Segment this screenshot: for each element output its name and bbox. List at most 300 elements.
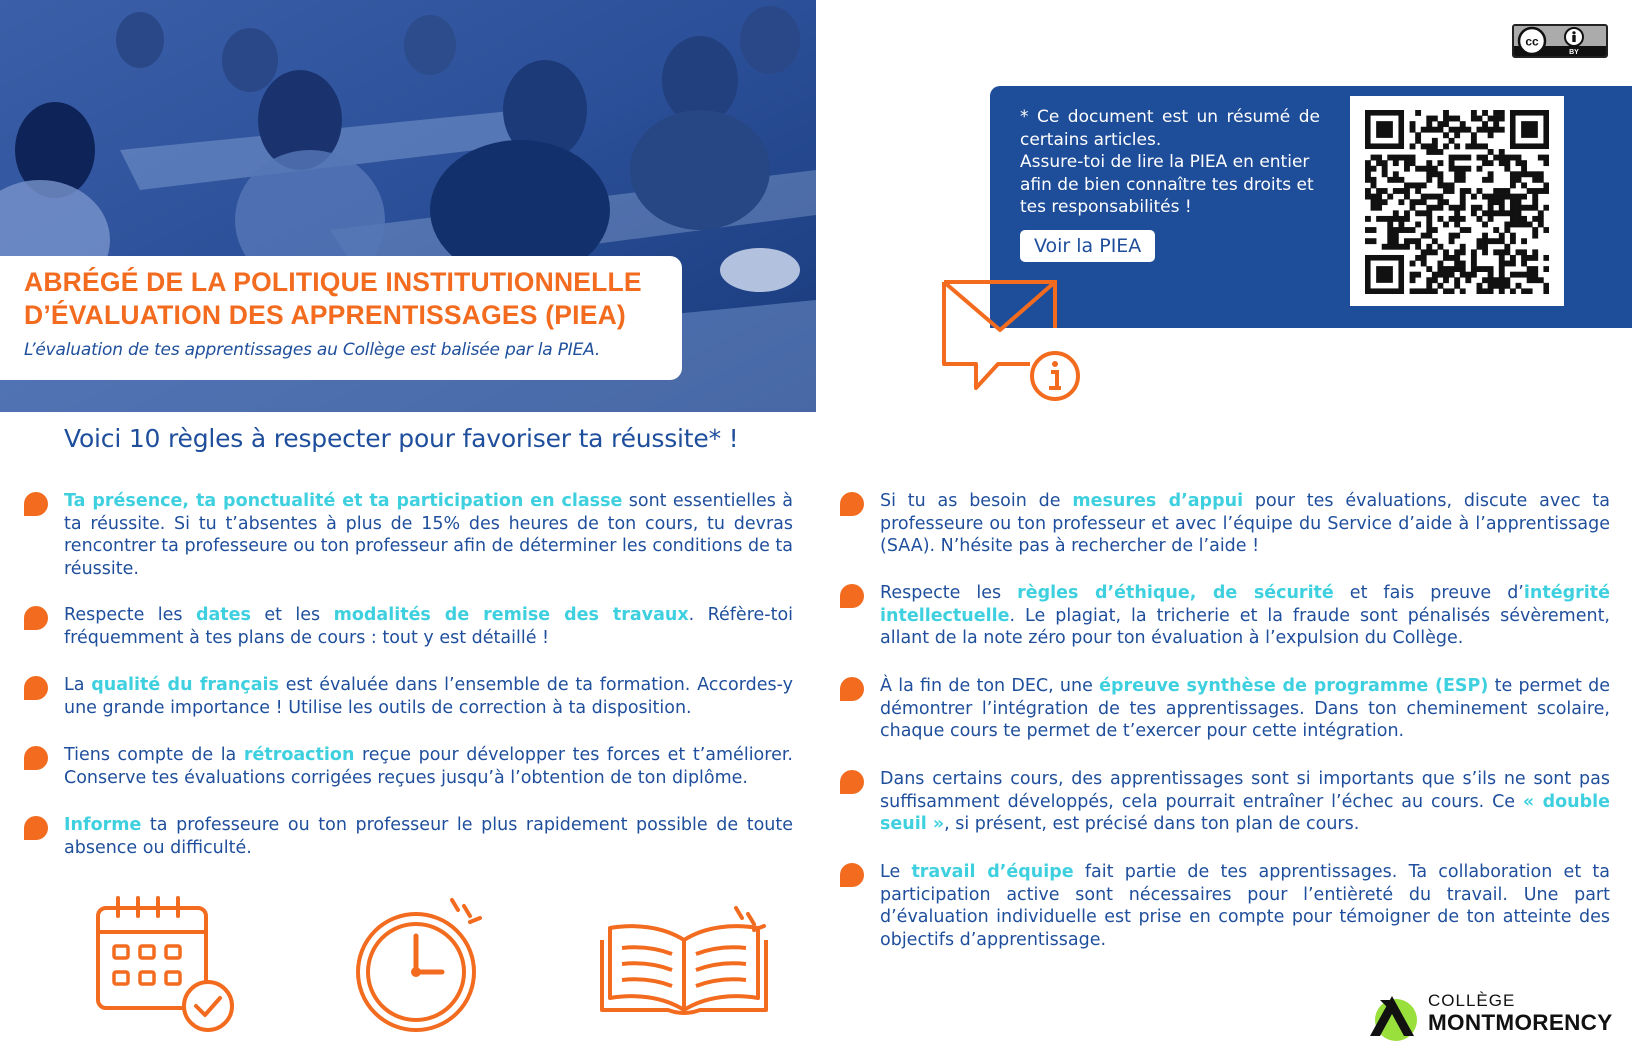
qr-module bbox=[1543, 155, 1549, 161]
qr-module bbox=[1504, 277, 1510, 283]
qr-module bbox=[1477, 188, 1483, 194]
qr-module bbox=[1393, 233, 1399, 239]
qr-module bbox=[1499, 288, 1505, 294]
qr-module bbox=[1532, 249, 1538, 255]
qr-module bbox=[1393, 160, 1399, 166]
qr-module bbox=[1437, 205, 1443, 211]
qr-module bbox=[1477, 143, 1483, 149]
qr-module bbox=[1365, 238, 1371, 244]
qr-module bbox=[1493, 127, 1499, 133]
qr-module bbox=[1521, 166, 1527, 172]
qr-module bbox=[1410, 121, 1416, 127]
qr-module bbox=[1449, 205, 1455, 211]
info-line-2: Assure-toi de lire la PIEA en entier afin de bien connaître tes droits et tes responsabilités ! bbox=[1020, 152, 1314, 217]
qr-module bbox=[1488, 116, 1494, 122]
qr-module bbox=[1510, 194, 1516, 200]
qr-module bbox=[1426, 160, 1432, 166]
qr-module bbox=[1454, 277, 1460, 283]
qr-module bbox=[1460, 244, 1466, 250]
qr-module bbox=[1521, 194, 1527, 200]
qr-module bbox=[1499, 160, 1505, 166]
rule-8 bbox=[880, 675, 1610, 743]
rule-3 bbox=[64, 674, 793, 719]
qr-module bbox=[1415, 244, 1421, 250]
qr-module bbox=[1465, 272, 1471, 278]
qr-module bbox=[1404, 166, 1410, 172]
qr-module bbox=[1421, 143, 1427, 149]
qr-module bbox=[1387, 244, 1393, 250]
rule-text: À la fin de ton DEC, une bbox=[880, 676, 1100, 696]
qr-module bbox=[1426, 149, 1432, 155]
qr-module bbox=[1432, 194, 1438, 200]
qr-module bbox=[1426, 166, 1432, 172]
qr-module bbox=[1382, 216, 1388, 222]
qr-module bbox=[1449, 160, 1455, 166]
qr-module bbox=[1460, 216, 1466, 222]
qr-module bbox=[1521, 182, 1527, 188]
page-title-line-2: D’ÉVALUATION DES APPRENTISSAGES (PIEA) bbox=[24, 300, 626, 330]
qr-module bbox=[1510, 261, 1516, 267]
qr-module bbox=[1432, 149, 1438, 155]
qr-module bbox=[1482, 222, 1488, 228]
qr-module bbox=[1471, 266, 1477, 272]
qr-module bbox=[1426, 233, 1432, 239]
qr-module bbox=[1387, 194, 1393, 200]
qr-module bbox=[1426, 222, 1432, 228]
qr-module bbox=[1371, 182, 1377, 188]
qr-module bbox=[1404, 160, 1410, 166]
qr-module bbox=[1532, 199, 1538, 205]
qr-module bbox=[1393, 210, 1399, 216]
qr-module bbox=[1443, 116, 1449, 122]
qr-module bbox=[1532, 194, 1538, 200]
qr-module bbox=[1499, 194, 1505, 200]
qr-module bbox=[1398, 227, 1404, 233]
qr-module bbox=[1493, 194, 1499, 200]
bullet-icon bbox=[840, 863, 864, 887]
cc-by-label: BY bbox=[1569, 49, 1579, 56]
qr-module bbox=[1499, 233, 1505, 239]
rule-text: Respecte les bbox=[64, 605, 196, 625]
qr-module bbox=[1499, 283, 1505, 289]
qr-module bbox=[1426, 277, 1432, 283]
qr-module bbox=[1437, 127, 1443, 133]
qr-module bbox=[1449, 216, 1455, 222]
qr-module bbox=[1471, 249, 1477, 255]
qr-module bbox=[1488, 210, 1494, 216]
qr-module bbox=[1488, 199, 1494, 205]
qr-module bbox=[1499, 272, 1505, 278]
qr-module bbox=[1371, 177, 1377, 183]
qr-module bbox=[1454, 261, 1460, 267]
qr-module bbox=[1510, 222, 1516, 228]
qr-module bbox=[1482, 210, 1488, 216]
qr-module bbox=[1432, 238, 1438, 244]
qr-module bbox=[1516, 272, 1522, 278]
rule-text: Le bbox=[880, 862, 912, 882]
rule-highlight: dates bbox=[195, 605, 251, 625]
qr-module bbox=[1454, 249, 1460, 255]
rule-text: sont essentielles à ta réussite. Si tu t’absentes à plus de 15% des heures de ton cours, tu devras rencontrer ta professeure ou ton professeur afin de déterminer les conditions de ta réussite. bbox=[64, 491, 793, 579]
qr-module bbox=[1510, 272, 1516, 278]
qr-module bbox=[1504, 283, 1510, 289]
view-piea-button[interactable]: Voir la PIEA bbox=[1020, 230, 1155, 262]
qr-module bbox=[1454, 132, 1460, 138]
rule-text: fait partie de tes apprentissages. Ta collaboration et ta participation active sont nécessaires pour l’entièreté du travail. Une part d’évaluation individuelle est prise en compte pour témoigner de ton atteinte des objectifs d’apprentissage. bbox=[880, 862, 1610, 950]
qr-module bbox=[1488, 283, 1494, 289]
qr-module bbox=[1521, 249, 1527, 255]
qr-module bbox=[1510, 205, 1516, 211]
bullet-icon bbox=[840, 492, 864, 516]
qr-module bbox=[1432, 127, 1438, 133]
bullet-icon bbox=[24, 492, 48, 516]
qr-module bbox=[1499, 155, 1505, 161]
qr-module bbox=[1493, 121, 1499, 127]
qr-code[interactable] bbox=[1350, 96, 1564, 306]
qr-module bbox=[1443, 182, 1449, 188]
qr-module bbox=[1393, 238, 1399, 244]
qr-module bbox=[1454, 222, 1460, 228]
qr-module bbox=[1488, 149, 1494, 155]
qr-module bbox=[1499, 127, 1505, 133]
rule-2 bbox=[64, 604, 793, 649]
qr-module bbox=[1410, 288, 1416, 294]
college-logo-icon bbox=[1366, 990, 1422, 1042]
qr-module bbox=[1527, 222, 1533, 228]
qr-module bbox=[1393, 244, 1399, 250]
rule-6 bbox=[880, 490, 1610, 558]
qr-module bbox=[1365, 227, 1371, 233]
qr-module bbox=[1493, 238, 1499, 244]
qr-module bbox=[1488, 132, 1494, 138]
qr-module bbox=[1538, 177, 1544, 183]
rule-4 bbox=[64, 744, 793, 789]
qr-module bbox=[1499, 116, 1505, 122]
qr-module bbox=[1471, 116, 1477, 122]
qr-module bbox=[1382, 188, 1388, 194]
qr-module bbox=[1499, 149, 1505, 155]
qr-module bbox=[1415, 255, 1421, 261]
qr-module bbox=[1426, 143, 1432, 149]
qr-module bbox=[1521, 272, 1527, 278]
qr-module bbox=[1437, 216, 1443, 222]
qr-module bbox=[1443, 143, 1449, 149]
qr-module bbox=[1415, 138, 1421, 144]
qr-module bbox=[1376, 155, 1382, 161]
qr-module bbox=[1454, 166, 1460, 172]
qr-module bbox=[1521, 255, 1527, 261]
qr-module bbox=[1499, 238, 1505, 244]
rule-text: Tiens compte de la bbox=[64, 745, 244, 765]
qr-module bbox=[1371, 166, 1377, 172]
qr-module bbox=[1510, 182, 1516, 188]
qr-module bbox=[1454, 143, 1460, 149]
qr-module bbox=[1449, 238, 1455, 244]
qr-module bbox=[1432, 227, 1438, 233]
qr-module bbox=[1477, 166, 1483, 172]
qr-module bbox=[1421, 233, 1427, 239]
qr-module bbox=[1532, 216, 1538, 222]
qr-module bbox=[1454, 205, 1460, 211]
qr-module bbox=[1521, 222, 1527, 228]
qr-module bbox=[1460, 272, 1466, 278]
qr-module bbox=[1421, 194, 1427, 200]
qr-module bbox=[1543, 255, 1549, 261]
qr-module bbox=[1471, 110, 1477, 116]
qr-module bbox=[1437, 177, 1443, 183]
qr-module bbox=[1538, 188, 1544, 194]
qr-module bbox=[1415, 272, 1421, 278]
qr-module bbox=[1426, 249, 1432, 255]
qr-module bbox=[1371, 205, 1377, 211]
rule-text: La bbox=[64, 675, 92, 695]
qr-module bbox=[1543, 283, 1549, 289]
qr-module bbox=[1365, 216, 1371, 222]
qr-module bbox=[1471, 272, 1477, 278]
qr-module bbox=[1482, 266, 1488, 272]
qr-module bbox=[1410, 227, 1416, 233]
qr-module bbox=[1538, 277, 1544, 283]
qr-module bbox=[1527, 288, 1533, 294]
qr-module bbox=[1398, 155, 1404, 161]
qr-module bbox=[1404, 216, 1410, 222]
qr-module bbox=[1499, 199, 1505, 205]
qr-module bbox=[1426, 177, 1432, 183]
qr-module bbox=[1499, 266, 1505, 272]
qr-module bbox=[1521, 216, 1527, 222]
qr-module bbox=[1426, 171, 1432, 177]
qr-module bbox=[1471, 143, 1477, 149]
qr-module bbox=[1443, 121, 1449, 127]
qr-module bbox=[1532, 233, 1538, 239]
qr-module bbox=[1482, 249, 1488, 255]
qr-module bbox=[1415, 210, 1421, 216]
qr-module bbox=[1493, 188, 1499, 194]
qr-finder bbox=[1376, 266, 1393, 283]
qr-module bbox=[1443, 222, 1449, 228]
info-line-1: * Ce document est un résumé de certains articles. bbox=[1020, 107, 1320, 150]
qr-module bbox=[1437, 194, 1443, 200]
qr-module bbox=[1365, 160, 1371, 166]
qr-module bbox=[1543, 160, 1549, 166]
rule-10 bbox=[880, 861, 1610, 951]
qr-module bbox=[1477, 127, 1483, 133]
qr-module bbox=[1482, 121, 1488, 127]
rule-7 bbox=[880, 582, 1610, 650]
qr-module bbox=[1365, 188, 1371, 194]
bullet-icon bbox=[24, 676, 48, 700]
qr-module bbox=[1488, 277, 1494, 283]
qr-module bbox=[1437, 272, 1443, 278]
qr-module bbox=[1521, 288, 1527, 294]
rule-highlight: travail d’équipe bbox=[911, 862, 1074, 882]
qr-module bbox=[1521, 261, 1527, 267]
qr-module bbox=[1465, 227, 1471, 233]
qr-module bbox=[1488, 127, 1494, 133]
page-subtitle: L’évaluation de tes apprentissages au Collège est balisée par la PIEA. bbox=[24, 340, 601, 360]
qr-module bbox=[1432, 166, 1438, 172]
qr-module bbox=[1426, 288, 1432, 294]
qr-module bbox=[1460, 177, 1466, 183]
qr-module bbox=[1387, 222, 1393, 228]
qr-module bbox=[1493, 199, 1499, 205]
open-book-icon bbox=[592, 904, 776, 1024]
qr-module bbox=[1493, 277, 1499, 283]
qr-module bbox=[1543, 266, 1549, 272]
qr-module bbox=[1421, 199, 1427, 205]
qr-module bbox=[1365, 177, 1371, 183]
qr-module bbox=[1521, 238, 1527, 244]
qr-module bbox=[1488, 216, 1494, 222]
qr-module bbox=[1404, 238, 1410, 244]
qr-module bbox=[1432, 249, 1438, 255]
qr-module bbox=[1371, 155, 1377, 161]
qr-module bbox=[1482, 110, 1488, 116]
qr-module bbox=[1532, 272, 1538, 278]
qr-module bbox=[1410, 182, 1416, 188]
qr-module bbox=[1437, 160, 1443, 166]
qr-module bbox=[1382, 171, 1388, 177]
rule-text: Respecte les bbox=[880, 583, 1018, 603]
qr-module bbox=[1415, 199, 1421, 205]
qr-module bbox=[1510, 177, 1516, 183]
page-title-line-1: ABRÉGÉ DE LA POLITIQUE INSTITUTIONNELLE bbox=[24, 267, 642, 297]
qr-module bbox=[1510, 255, 1516, 261]
qr-module bbox=[1426, 216, 1432, 222]
qr-module bbox=[1510, 171, 1516, 177]
qr-module bbox=[1432, 138, 1438, 144]
qr-module bbox=[1432, 143, 1438, 149]
qr-module bbox=[1482, 155, 1488, 161]
qr-module bbox=[1532, 255, 1538, 261]
qr-module bbox=[1482, 233, 1488, 239]
qr-module bbox=[1449, 138, 1455, 144]
qr-module bbox=[1437, 261, 1443, 267]
qr-module bbox=[1543, 205, 1549, 211]
qr-module bbox=[1437, 199, 1443, 205]
qr-module bbox=[1404, 194, 1410, 200]
qr-module bbox=[1516, 283, 1522, 289]
logo-line-1: COLLÈGE bbox=[1428, 991, 1516, 1010]
qr-module bbox=[1410, 143, 1416, 149]
qr-module bbox=[1499, 110, 1505, 116]
qr-module bbox=[1527, 205, 1533, 211]
rule-text: et les bbox=[250, 605, 334, 625]
qr-module bbox=[1426, 244, 1432, 250]
qr-module bbox=[1482, 244, 1488, 250]
mail-info-icon bbox=[940, 278, 1084, 408]
qr-module bbox=[1387, 238, 1393, 244]
qr-module bbox=[1387, 233, 1393, 239]
rule-text: ta professeure ou ton professeur le plus rapidement possible de toute absence ou difficulté. bbox=[64, 815, 793, 858]
qr-module bbox=[1410, 155, 1416, 161]
qr-module bbox=[1410, 199, 1416, 205]
qr-module bbox=[1460, 205, 1466, 211]
qr-module bbox=[1465, 143, 1471, 149]
logo-line-2: MONTMORENCY bbox=[1428, 1010, 1613, 1035]
qr-module bbox=[1532, 188, 1538, 194]
bullet-icon bbox=[24, 606, 48, 630]
rule-text: . Le plagiat, la tricherie et la fraude sont pénalisés sévèrement, allant de la note zéro pour ton évaluation à l’expulsion du Collège. bbox=[880, 605, 1610, 648]
qr-module bbox=[1449, 288, 1455, 294]
rule-highlight: mesures d’appui bbox=[1072, 491, 1244, 511]
qr-module bbox=[1415, 188, 1421, 194]
rule-highlight: Informe bbox=[64, 815, 142, 835]
qr-module bbox=[1421, 249, 1427, 255]
rule-text: te permet de démontrer l’intégration de tes apprentissages. Dans ton cheminement scolaire, chaque cours te permet de t’exercer pour cette intégration. bbox=[880, 676, 1610, 741]
qr-module bbox=[1449, 155, 1455, 161]
qr-module bbox=[1443, 288, 1449, 294]
qr-module bbox=[1398, 222, 1404, 228]
svg-text:cc: cc bbox=[1525, 34, 1539, 49]
qr-module bbox=[1404, 182, 1410, 188]
qr-module bbox=[1532, 171, 1538, 177]
qr-module bbox=[1465, 155, 1471, 161]
qr-module bbox=[1415, 222, 1421, 228]
qr-module bbox=[1504, 188, 1510, 194]
qr-module bbox=[1410, 272, 1416, 278]
qr-module bbox=[1471, 132, 1477, 138]
qr-module bbox=[1482, 194, 1488, 200]
qr-module bbox=[1510, 199, 1516, 205]
qr-module bbox=[1432, 205, 1438, 211]
qr-module bbox=[1527, 171, 1533, 177]
qr-module bbox=[1443, 188, 1449, 194]
qr-module bbox=[1426, 266, 1432, 272]
qr-module bbox=[1465, 277, 1471, 283]
title-card bbox=[0, 256, 682, 380]
qr-module bbox=[1532, 266, 1538, 272]
bullet-icon bbox=[840, 677, 864, 701]
qr-module bbox=[1365, 166, 1371, 172]
qr-module bbox=[1516, 171, 1522, 177]
qr-module bbox=[1437, 171, 1443, 177]
qr-module bbox=[1449, 188, 1455, 194]
qr-module bbox=[1493, 227, 1499, 233]
qr-module bbox=[1376, 160, 1382, 166]
qr-module bbox=[1477, 266, 1483, 272]
qr-module bbox=[1504, 249, 1510, 255]
qr-module bbox=[1382, 160, 1388, 166]
qr-module bbox=[1538, 222, 1544, 228]
qr-module bbox=[1365, 171, 1371, 177]
qr-module bbox=[1510, 216, 1516, 222]
qr-module bbox=[1437, 283, 1443, 289]
qr-module bbox=[1510, 288, 1516, 294]
qr-module bbox=[1432, 272, 1438, 278]
qr-module bbox=[1454, 155, 1460, 161]
qr-module bbox=[1477, 205, 1483, 211]
qr-module bbox=[1376, 194, 1382, 200]
qr-module bbox=[1421, 166, 1427, 172]
qr-module bbox=[1493, 249, 1499, 255]
qr-module bbox=[1471, 261, 1477, 267]
rule-text: est évaluée dans l’ensemble de ta formation. Accordes-y une grande importance ! Utilise les outils de correction à ta disposition. bbox=[64, 675, 793, 718]
qr-module bbox=[1443, 266, 1449, 272]
qr-module bbox=[1371, 199, 1377, 205]
qr-module bbox=[1415, 166, 1421, 172]
qr-module bbox=[1543, 188, 1549, 194]
qr-module bbox=[1460, 188, 1466, 194]
qr-module bbox=[1460, 266, 1466, 272]
qr-module bbox=[1454, 127, 1460, 133]
qr-module bbox=[1404, 210, 1410, 216]
qr-module bbox=[1387, 227, 1393, 233]
qr-module bbox=[1443, 110, 1449, 116]
qr-finder bbox=[1521, 121, 1538, 138]
qr-module bbox=[1454, 210, 1460, 216]
qr-module bbox=[1454, 266, 1460, 272]
